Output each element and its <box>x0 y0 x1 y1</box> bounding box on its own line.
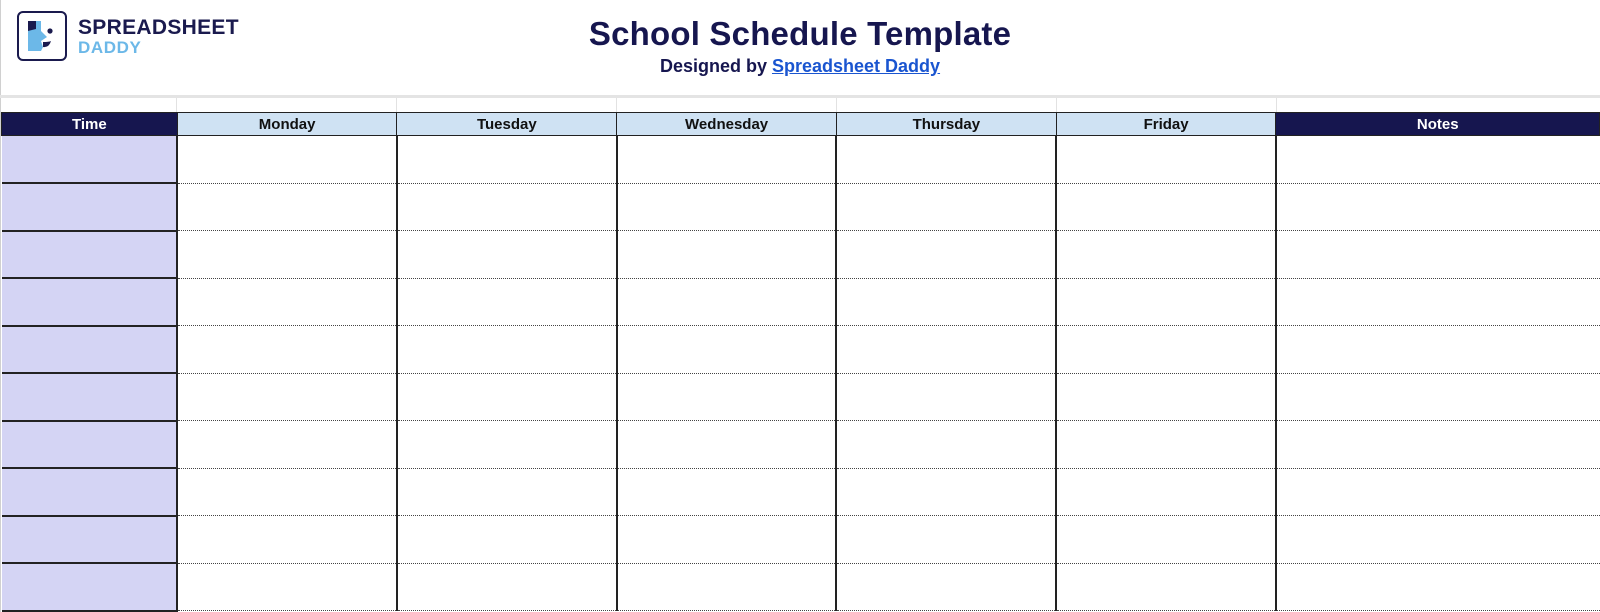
monday-cell[interactable] <box>177 373 397 421</box>
table-row <box>2 373 1600 421</box>
monday-cell[interactable] <box>177 516 397 564</box>
thursday-cell[interactable] <box>836 373 1056 421</box>
empty-cell[interactable] <box>616 98 835 112</box>
empty-cell[interactable] <box>176 98 395 112</box>
tuesday-cell[interactable] <box>397 326 617 374</box>
thursday-cell[interactable] <box>836 563 1056 611</box>
table-row <box>2 516 1600 564</box>
notes-cell[interactable] <box>1276 516 1600 564</box>
column-header-thursday[interactable]: Thursday <box>836 113 1056 136</box>
friday-cell[interactable] <box>1056 373 1276 421</box>
spreadsheet-daddy-link[interactable]: Spreadsheet Daddy <box>771 56 941 76</box>
time-cell[interactable] <box>2 516 178 564</box>
column-header-monday[interactable]: Monday <box>177 113 397 136</box>
schedule-table <box>1 112 1600 612</box>
logo-wordmark-top: SPREADSHEET <box>78 15 239 39</box>
notes-cell[interactable] <box>1276 326 1600 374</box>
thursday-cell[interactable] <box>836 326 1056 374</box>
time-cell[interactable] <box>2 326 178 374</box>
thursday-cell[interactable] <box>836 231 1056 279</box>
empty-grid-row <box>0 98 1600 112</box>
page-subtitle <box>0 56 1600 77</box>
time-cell[interactable] <box>2 136 178 184</box>
tuesday-cell[interactable] <box>397 516 617 564</box>
wednesday-cell[interactable] <box>617 231 837 279</box>
thursday-cell[interactable] <box>836 516 1056 564</box>
header-row <box>2 113 1600 136</box>
empty-cell[interactable] <box>396 98 615 112</box>
empty-cell[interactable] <box>836 98 1055 112</box>
time-cell[interactable] <box>2 563 178 611</box>
tuesday-cell[interactable] <box>397 563 617 611</box>
table-row <box>2 421 1600 469</box>
notes-cell[interactable] <box>1276 373 1600 421</box>
monday-cell[interactable] <box>177 326 397 374</box>
thursday-cell[interactable] <box>836 183 1056 231</box>
notes-cell[interactable] <box>1276 421 1600 469</box>
friday-cell[interactable] <box>1056 278 1276 326</box>
wednesday-cell[interactable] <box>617 563 837 611</box>
wednesday-cell[interactable] <box>617 136 837 184</box>
thursday-cell[interactable] <box>836 421 1056 469</box>
time-cell[interactable] <box>2 421 178 469</box>
wednesday-cell[interactable] <box>617 421 837 469</box>
friday-cell[interactable] <box>1056 468 1276 516</box>
friday-cell[interactable] <box>1056 563 1276 611</box>
table-row <box>2 136 1600 184</box>
friday-cell[interactable] <box>1056 326 1276 374</box>
table-row <box>2 183 1600 231</box>
wednesday-cell[interactable] <box>617 373 837 421</box>
wednesday-cell[interactable] <box>617 516 837 564</box>
friday-cell[interactable] <box>1056 421 1276 469</box>
notes-cell[interactable] <box>1276 468 1600 516</box>
wednesday-cell[interactable] <box>617 326 837 374</box>
wednesday-cell[interactable] <box>617 183 837 231</box>
page-title: School Schedule Template <box>588 15 1012 52</box>
wednesday-cell[interactable] <box>617 468 837 516</box>
column-header-notes[interactable]: Notes <box>1276 113 1600 136</box>
friday-cell[interactable] <box>1056 231 1276 279</box>
tuesday-cell[interactable] <box>397 468 617 516</box>
monday-cell[interactable] <box>177 563 397 611</box>
column-header-friday[interactable]: Friday <box>1056 113 1276 136</box>
tuesday-cell[interactable] <box>397 231 617 279</box>
table-row <box>2 563 1600 611</box>
tuesday-cell[interactable] <box>397 183 617 231</box>
column-header-wednesday[interactable]: Wednesday <box>617 113 837 136</box>
friday-cell[interactable] <box>1056 516 1276 564</box>
empty-cell[interactable] <box>1056 98 1275 112</box>
monday-cell[interactable] <box>177 468 397 516</box>
time-cell[interactable] <box>2 231 178 279</box>
empty-cell[interactable] <box>1276 98 1600 112</box>
column-header-tuesday[interactable]: Tuesday <box>397 113 617 136</box>
table-row <box>2 326 1600 374</box>
tuesday-cell[interactable] <box>397 278 617 326</box>
column-header-time[interactable]: Time <box>2 113 178 136</box>
time-cell[interactable] <box>2 183 178 231</box>
table-row <box>2 231 1600 279</box>
subtitle-prefix: Designed by <box>659 56 772 76</box>
time-cell[interactable] <box>2 468 178 516</box>
monday-cell[interactable] <box>177 136 397 184</box>
monday-cell[interactable] <box>177 231 397 279</box>
notes-cell[interactable] <box>1276 278 1600 326</box>
thursday-cell[interactable] <box>836 136 1056 184</box>
logo-wordmark-bottom: DADDY <box>78 37 142 57</box>
wednesday-cell[interactable] <box>617 278 837 326</box>
notes-cell[interactable] <box>1276 183 1600 231</box>
table-row <box>2 468 1600 516</box>
tuesday-cell[interactable] <box>397 373 617 421</box>
thursday-cell[interactable] <box>836 468 1056 516</box>
notes-cell[interactable] <box>1276 231 1600 279</box>
monday-cell[interactable] <box>177 278 397 326</box>
time-cell[interactable] <box>2 373 178 421</box>
time-cell[interactable] <box>2 278 178 326</box>
monday-cell[interactable] <box>177 421 397 469</box>
table-row <box>2 278 1600 326</box>
notes-cell[interactable] <box>1276 563 1600 611</box>
tuesday-cell[interactable] <box>397 421 617 469</box>
notes-cell[interactable] <box>1276 136 1600 184</box>
friday-cell[interactable] <box>1056 136 1276 184</box>
friday-cell[interactable] <box>1056 183 1276 231</box>
monday-cell[interactable] <box>177 183 397 231</box>
thursday-cell[interactable] <box>836 278 1056 326</box>
tuesday-cell[interactable] <box>397 136 617 184</box>
